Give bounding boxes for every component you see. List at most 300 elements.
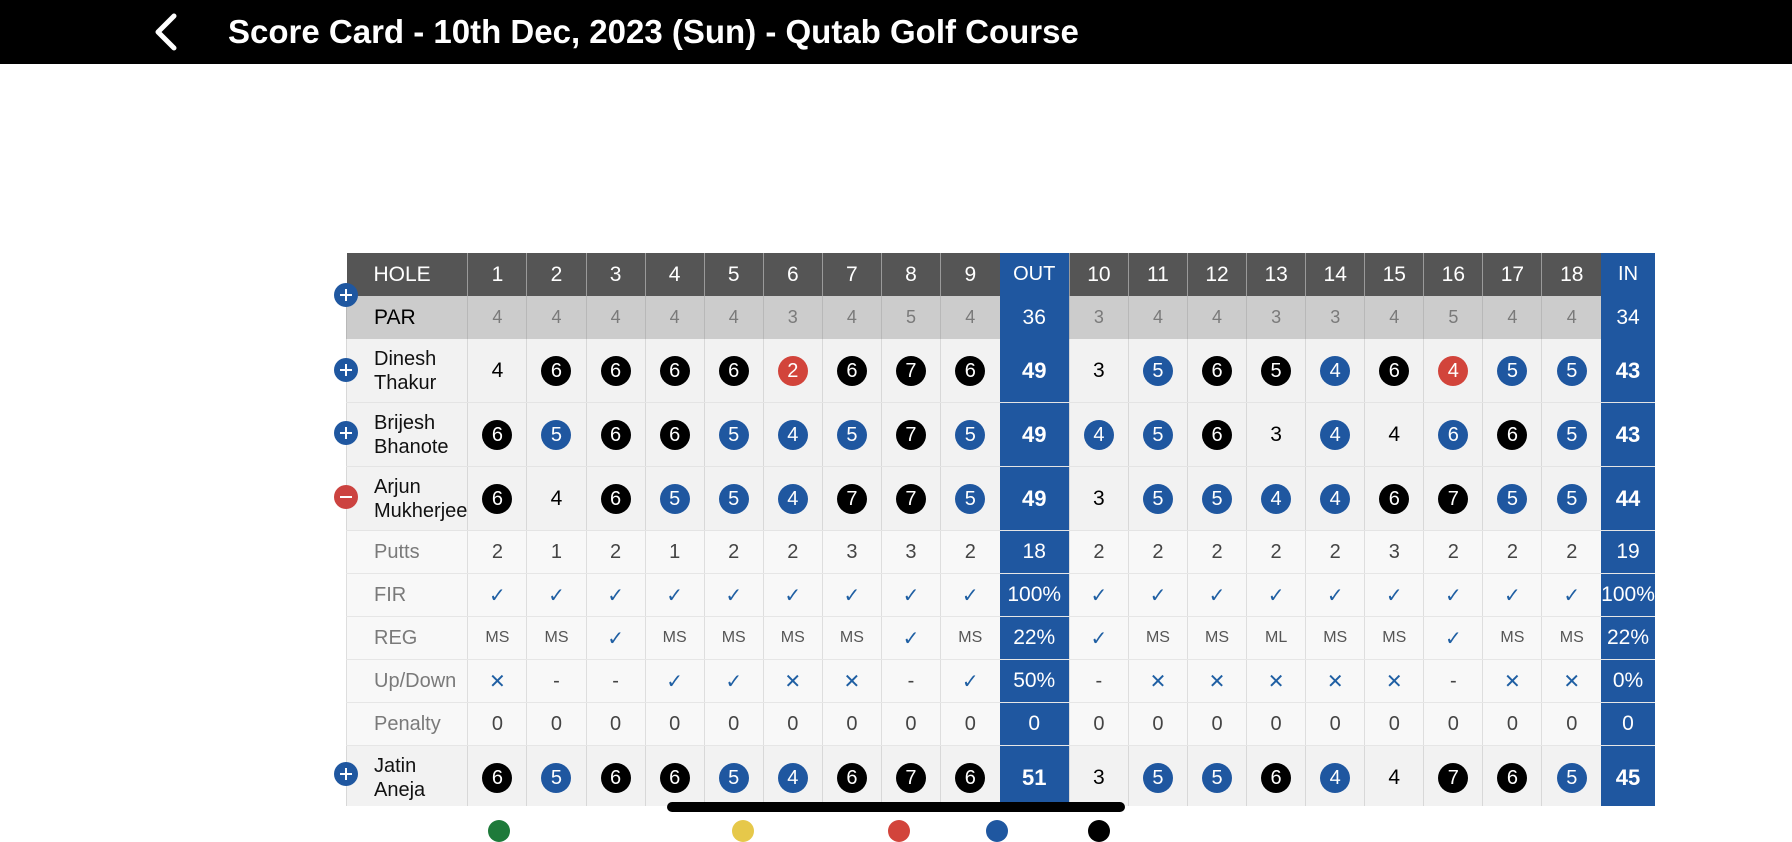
stat-value: ✓ xyxy=(586,574,645,617)
score-badge-blue: 4 xyxy=(1261,484,1291,514)
score-cell[interactable] xyxy=(1424,403,1483,467)
score-badge-black: 6 xyxy=(1497,420,1527,450)
score-cell[interactable] xyxy=(1306,746,1365,807)
score-cell[interactable] xyxy=(1128,403,1187,467)
score-cell[interactable] xyxy=(1247,467,1306,531)
par-value: 4 xyxy=(1542,296,1601,339)
score-cell[interactable] xyxy=(763,746,822,807)
score-badge-black: 6 xyxy=(601,356,631,386)
stat-value: ✓ xyxy=(1542,574,1601,617)
stat-row-reg xyxy=(347,617,1656,660)
player-out-total: 51 xyxy=(1000,746,1070,807)
hole-number: 11 xyxy=(1128,253,1187,296)
player-name: Jatin Aneja xyxy=(347,746,468,807)
stat-value: - xyxy=(586,660,645,703)
player-in-total: 44 xyxy=(1601,467,1655,531)
score-badge-blue: 5 xyxy=(1557,420,1587,450)
player-row xyxy=(347,403,1656,467)
par-out-total: 36 xyxy=(1000,296,1070,339)
score-badge-blue: 4 xyxy=(1320,356,1350,386)
score-cell[interactable] xyxy=(1542,403,1601,467)
stat-value: ✓ xyxy=(1188,574,1247,617)
stat-value: MS xyxy=(822,617,881,660)
stat-value: ✓ xyxy=(645,660,704,703)
stat-value: ✕ xyxy=(1483,660,1542,703)
score-cell[interactable] xyxy=(1542,467,1601,531)
hole-number: 10 xyxy=(1069,253,1128,296)
score-cell[interactable] xyxy=(1424,746,1483,807)
stat-row-fir xyxy=(347,574,1656,617)
par-value: 4 xyxy=(1128,296,1187,339)
score-cell[interactable] xyxy=(822,467,881,531)
score-badge-black: 7 xyxy=(1438,763,1468,793)
collapse-player-button[interactable] xyxy=(334,485,358,509)
stat-label: Putts xyxy=(347,531,468,574)
stat-value: ✓ xyxy=(941,660,1000,703)
legend-albatross-swatch xyxy=(488,820,510,842)
score-badge-blue: 5 xyxy=(719,420,749,450)
par-row xyxy=(347,296,1656,339)
score-badge-blue: 4 xyxy=(778,420,808,450)
par-value: 4 xyxy=(822,296,881,339)
stat-value: 0 xyxy=(468,703,527,746)
score-badge-black: 6 xyxy=(601,420,631,450)
score-badge-black: 7 xyxy=(837,484,867,514)
stat-value: 0 xyxy=(1483,703,1542,746)
hole-number: 9 xyxy=(941,253,1000,296)
score-cell[interactable] xyxy=(1483,746,1542,807)
player-row xyxy=(347,339,1656,403)
score-badge-blue: 5 xyxy=(955,420,985,450)
stat-label: REG xyxy=(347,617,468,660)
score-cell[interactable] xyxy=(1128,746,1187,807)
score-cell[interactable] xyxy=(468,746,527,807)
stat-value: MS xyxy=(468,617,527,660)
stat-value: ✕ xyxy=(1306,660,1365,703)
chevron-left-icon xyxy=(148,12,188,52)
stat-value: 2 xyxy=(468,531,527,574)
stat-value: ✕ xyxy=(1128,660,1187,703)
player-name: Dinesh Thakur xyxy=(347,339,468,403)
stat-value: MS xyxy=(1365,617,1424,660)
score-cell[interactable] xyxy=(1247,403,1306,467)
stat-value: ✓ xyxy=(1069,617,1128,660)
score-value: 3 xyxy=(1093,358,1105,382)
score-cell[interactable] xyxy=(822,403,881,467)
score-cell[interactable] xyxy=(1365,746,1424,807)
score-cell[interactable] xyxy=(586,467,645,531)
legend-bogey-swatch xyxy=(986,820,1008,842)
score-cell[interactable] xyxy=(1306,467,1365,531)
stat-out-total: 50% xyxy=(1000,660,1070,703)
stat-in-total: 0% xyxy=(1601,660,1655,703)
score-cell[interactable] xyxy=(704,467,763,531)
score-cell[interactable] xyxy=(1247,339,1306,403)
expand-all-button[interactable] xyxy=(334,283,358,307)
score-cell[interactable] xyxy=(1542,746,1601,807)
stat-value: 2 xyxy=(1069,531,1128,574)
par-value: 4 xyxy=(1188,296,1247,339)
score-cell[interactable] xyxy=(586,339,645,403)
score-badge-red: 2 xyxy=(778,356,808,386)
score-badge-red: 4 xyxy=(1438,356,1468,386)
score-cell[interactable] xyxy=(1247,746,1306,807)
score-cell[interactable] xyxy=(468,467,527,531)
score-badge-blue: 5 xyxy=(1557,484,1587,514)
hole-number: 5 xyxy=(704,253,763,296)
stat-value: 0 xyxy=(586,703,645,746)
par-value: 5 xyxy=(1424,296,1483,339)
stat-value: 0 xyxy=(704,703,763,746)
stat-value: MS xyxy=(1483,617,1542,660)
score-badge-blue: 5 xyxy=(1202,763,1232,793)
score-cell[interactable] xyxy=(1365,467,1424,531)
stat-value: ✕ xyxy=(1365,660,1424,703)
score-badge-black: 6 xyxy=(541,356,571,386)
stat-label: Up/Down xyxy=(347,660,468,703)
player-name: Arjun Mukherjee xyxy=(347,467,468,531)
score-badge-black: 7 xyxy=(1438,484,1468,514)
par-value: 3 xyxy=(1247,296,1306,339)
horizontal-scrollbar[interactable] xyxy=(667,802,1125,812)
stat-value: ✓ xyxy=(941,574,1000,617)
stat-out-total: 22% xyxy=(1000,617,1070,660)
player-out-total: 49 xyxy=(1000,467,1070,531)
back-button[interactable] xyxy=(148,12,188,52)
stat-value: ✓ xyxy=(527,574,586,617)
score-badge-black: 6 xyxy=(837,763,867,793)
stat-value: - xyxy=(1424,660,1483,703)
par-value: 3 xyxy=(763,296,822,339)
score-cell[interactable] xyxy=(1306,403,1365,467)
stat-value: ✓ xyxy=(1424,617,1483,660)
score-badge-black: 5 xyxy=(1261,356,1291,386)
score-badge-blue: 5 xyxy=(1557,356,1587,386)
par-value: 4 xyxy=(645,296,704,339)
player-out-total: 49 xyxy=(1000,403,1070,467)
score-cell[interactable] xyxy=(1424,467,1483,531)
score-badge-black: 6 xyxy=(482,763,512,793)
stat-value: MS xyxy=(527,617,586,660)
score-cell[interactable] xyxy=(881,746,940,807)
score-badge-black: 7 xyxy=(896,356,926,386)
stat-value: 2 xyxy=(1483,531,1542,574)
stat-value: ✓ xyxy=(881,617,940,660)
par-value: 4 xyxy=(468,296,527,339)
score-cell[interactable] xyxy=(822,746,881,807)
score-cell[interactable] xyxy=(881,467,940,531)
stat-value: MS xyxy=(1306,617,1365,660)
stat-value: ✕ xyxy=(1247,660,1306,703)
score-cell[interactable] xyxy=(527,467,586,531)
score-cell[interactable] xyxy=(1069,339,1128,403)
score-badge-black: 6 xyxy=(1379,484,1409,514)
stat-value: 2 xyxy=(763,531,822,574)
scorecard-table xyxy=(346,253,1655,806)
score-cell[interactable] xyxy=(1483,403,1542,467)
stat-value: - xyxy=(1069,660,1128,703)
stat-value: 2 xyxy=(1128,531,1187,574)
in-header: IN xyxy=(1601,253,1655,296)
stat-value: 1 xyxy=(645,531,704,574)
stat-value: ✓ xyxy=(881,574,940,617)
stat-value: ✓ xyxy=(822,574,881,617)
score-value: 3 xyxy=(1093,486,1105,510)
legend-eagle-swatch xyxy=(732,820,754,842)
stat-label: Penalty xyxy=(347,703,468,746)
score-badge-black: 7 xyxy=(896,420,926,450)
score-badge-black: 6 xyxy=(660,763,690,793)
score-badge-blue: 5 xyxy=(1497,484,1527,514)
stat-value: MS xyxy=(1542,617,1601,660)
stat-value: ✕ xyxy=(763,660,822,703)
par-value: 4 xyxy=(527,296,586,339)
score-badge-blue: 5 xyxy=(660,484,690,514)
score-cell[interactable] xyxy=(586,746,645,807)
score-cell[interactable] xyxy=(704,746,763,807)
stat-value: 2 xyxy=(1247,531,1306,574)
score-cell[interactable] xyxy=(645,746,704,807)
stat-value: MS xyxy=(704,617,763,660)
score-value: 3 xyxy=(1270,422,1282,446)
score-cell[interactable] xyxy=(1188,403,1247,467)
stat-value: MS xyxy=(1128,617,1187,660)
score-badge-blue: 5 xyxy=(541,763,571,793)
stat-value: 0 xyxy=(1247,703,1306,746)
stat-value: 0 xyxy=(763,703,822,746)
stat-value: 2 xyxy=(1306,531,1365,574)
score-cell[interactable] xyxy=(941,746,1000,807)
stat-value: ML xyxy=(1247,617,1306,660)
score-cell[interactable] xyxy=(1424,339,1483,403)
stat-value: ✕ xyxy=(1188,660,1247,703)
hole-number: 1 xyxy=(468,253,527,296)
score-cell[interactable] xyxy=(468,403,527,467)
stat-value: 3 xyxy=(881,531,940,574)
score-cell[interactable] xyxy=(763,403,822,467)
par-value: 4 xyxy=(586,296,645,339)
stat-value: 2 xyxy=(586,531,645,574)
score-badge-blue: 5 xyxy=(1557,763,1587,793)
score-badge-blue: 5 xyxy=(719,484,749,514)
stat-value: ✕ xyxy=(822,660,881,703)
player-row xyxy=(347,746,1656,807)
stat-value: ✓ xyxy=(645,574,704,617)
title-bar xyxy=(0,0,1792,64)
stat-value: 0 xyxy=(1069,703,1128,746)
stat-value: 0 xyxy=(941,703,1000,746)
score-badge-black: 6 xyxy=(955,763,985,793)
score-cell[interactable] xyxy=(1306,339,1365,403)
score-cell[interactable] xyxy=(704,339,763,403)
stat-value: 0 xyxy=(881,703,940,746)
score-badge-blue: 5 xyxy=(1202,484,1232,514)
stat-out-total: 0 xyxy=(1000,703,1070,746)
hole-number: 13 xyxy=(1247,253,1306,296)
hole-number: 12 xyxy=(1188,253,1247,296)
score-badge-black: 6 xyxy=(482,484,512,514)
score-value: 4 xyxy=(1388,422,1401,446)
stat-value: ✓ xyxy=(1306,574,1365,617)
score-cell[interactable] xyxy=(527,746,586,807)
score-value: 4 xyxy=(550,486,563,510)
expand-player-button[interactable] xyxy=(334,358,358,382)
score-badge-blue: 4 xyxy=(1084,420,1114,450)
player-out-total: 49 xyxy=(1000,339,1070,403)
hole-number: 4 xyxy=(645,253,704,296)
score-cell[interactable] xyxy=(1069,746,1128,807)
score-cell[interactable] xyxy=(527,403,586,467)
stat-value: MS xyxy=(1188,617,1247,660)
stat-value: 0 xyxy=(1128,703,1187,746)
player-name: Brijesh Bhanote xyxy=(347,403,468,467)
stat-in-total: 22% xyxy=(1601,617,1655,660)
score-badge-black: 6 xyxy=(1202,356,1232,386)
stat-row-penalty xyxy=(347,703,1656,746)
hole-label: HOLE xyxy=(347,253,468,296)
score-badge-blue: 6 xyxy=(1438,420,1468,450)
hole-number: 17 xyxy=(1483,253,1542,296)
hole-number: 18 xyxy=(1542,253,1601,296)
score-cell[interactable] xyxy=(941,403,1000,467)
score-cell[interactable] xyxy=(1365,339,1424,403)
hole-number: 7 xyxy=(822,253,881,296)
score-cell[interactable] xyxy=(1188,339,1247,403)
scorecard-scroll-area[interactable] xyxy=(346,253,1655,806)
stat-value: ✓ xyxy=(586,617,645,660)
score-badge-blue: 4 xyxy=(1320,763,1350,793)
stat-value: ✓ xyxy=(704,660,763,703)
par-value: 4 xyxy=(1483,296,1542,339)
expand-player-button[interactable] xyxy=(334,762,358,786)
score-cell[interactable] xyxy=(527,339,586,403)
stat-value: ✓ xyxy=(468,574,527,617)
score-cell[interactable] xyxy=(468,339,527,403)
score-badge-black: 6 xyxy=(1202,420,1232,450)
stat-value: 0 xyxy=(527,703,586,746)
score-cell[interactable] xyxy=(941,467,1000,531)
stat-value: ✓ xyxy=(1128,574,1187,617)
score-badge-blue: 5 xyxy=(719,763,749,793)
score-cell[interactable] xyxy=(881,339,940,403)
score-badge-blue: 5 xyxy=(1143,356,1173,386)
hole-number: 2 xyxy=(527,253,586,296)
score-badge-blue: 4 xyxy=(1320,420,1350,450)
score-cell[interactable] xyxy=(645,339,704,403)
score-cell[interactable] xyxy=(763,467,822,531)
stat-value: 2 xyxy=(1542,531,1601,574)
score-badge-blue: 5 xyxy=(541,420,571,450)
score-value: 4 xyxy=(1388,765,1401,789)
score-cell[interactable] xyxy=(822,339,881,403)
score-badge-black: 6 xyxy=(719,356,749,386)
score-cell[interactable] xyxy=(1365,403,1424,467)
score-cell[interactable] xyxy=(704,403,763,467)
score-badge-black: 6 xyxy=(837,356,867,386)
player-in-total: 43 xyxy=(1601,403,1655,467)
score-cell[interactable] xyxy=(1188,746,1247,807)
score-badge-blue: 4 xyxy=(1320,484,1350,514)
stat-value: 0 xyxy=(645,703,704,746)
score-badge-black: 6 xyxy=(1379,356,1409,386)
expand-player-button[interactable] xyxy=(334,421,358,445)
score-badge-blue: 5 xyxy=(1143,420,1173,450)
stat-in-total: 0 xyxy=(1601,703,1655,746)
hole-number: 3 xyxy=(586,253,645,296)
stat-row-updown xyxy=(347,660,1656,703)
stat-value: 0 xyxy=(1542,703,1601,746)
stat-value: - xyxy=(881,660,940,703)
stat-value: 1 xyxy=(527,531,586,574)
page-title: Score Card - 10th Dec, 2023 (Sun) - Qutab Golf Course xyxy=(228,13,1079,50)
score-cell[interactable] xyxy=(1483,467,1542,531)
score-cell[interactable] xyxy=(941,339,1000,403)
stat-label: FIR xyxy=(347,574,468,617)
score-cell[interactable] xyxy=(645,403,704,467)
hole-number: 6 xyxy=(763,253,822,296)
score-cell[interactable] xyxy=(1188,467,1247,531)
score-badge-black: 6 xyxy=(660,420,690,450)
score-cell[interactable] xyxy=(1128,339,1187,403)
stat-value: ✓ xyxy=(1247,574,1306,617)
par-in-total: 34 xyxy=(1601,296,1655,339)
score-badge-black: 6 xyxy=(955,356,985,386)
score-cell[interactable] xyxy=(763,339,822,403)
stat-value: ✕ xyxy=(468,660,527,703)
score-cell[interactable] xyxy=(881,403,940,467)
score-badge-black: 6 xyxy=(601,484,631,514)
score-badge-black: 7 xyxy=(896,763,926,793)
stat-value: 2 xyxy=(704,531,763,574)
stat-value: MS xyxy=(645,617,704,660)
stat-value: 2 xyxy=(1424,531,1483,574)
score-value: 4 xyxy=(491,358,504,382)
hole-number: 8 xyxy=(881,253,940,296)
stat-value: 2 xyxy=(1188,531,1247,574)
score-cell[interactable] xyxy=(1069,403,1128,467)
score-badge-black: 6 xyxy=(1497,763,1527,793)
score-cell[interactable] xyxy=(645,467,704,531)
hole-number: 15 xyxy=(1365,253,1424,296)
score-badge-blue: 4 xyxy=(778,763,808,793)
score-cell[interactable] xyxy=(1483,339,1542,403)
stat-value: ✓ xyxy=(1069,574,1128,617)
stat-value: ✓ xyxy=(1365,574,1424,617)
stat-value: 0 xyxy=(1306,703,1365,746)
stat-in-total: 19 xyxy=(1601,531,1655,574)
stat-value: ✓ xyxy=(704,574,763,617)
par-value: 3 xyxy=(1306,296,1365,339)
stat-value: 2 xyxy=(941,531,1000,574)
score-badge-black: 6 xyxy=(601,763,631,793)
score-cell[interactable] xyxy=(1542,339,1601,403)
score-badge-black: 7 xyxy=(896,484,926,514)
hole-number: 14 xyxy=(1306,253,1365,296)
score-badge-black: 6 xyxy=(482,420,512,450)
par-value: 3 xyxy=(1069,296,1128,339)
score-badge-blue: 4 xyxy=(778,484,808,514)
score-badge-blue: 5 xyxy=(837,420,867,450)
stat-value: 0 xyxy=(1365,703,1424,746)
score-badge-blue: 5 xyxy=(1143,484,1173,514)
score-cell[interactable] xyxy=(1128,467,1187,531)
stat-row-putts xyxy=(347,531,1656,574)
hole-row xyxy=(347,253,1656,296)
score-cell[interactable] xyxy=(586,403,645,467)
stat-value: 0 xyxy=(822,703,881,746)
score-cell[interactable] xyxy=(1069,467,1128,531)
stat-value: 0 xyxy=(1188,703,1247,746)
